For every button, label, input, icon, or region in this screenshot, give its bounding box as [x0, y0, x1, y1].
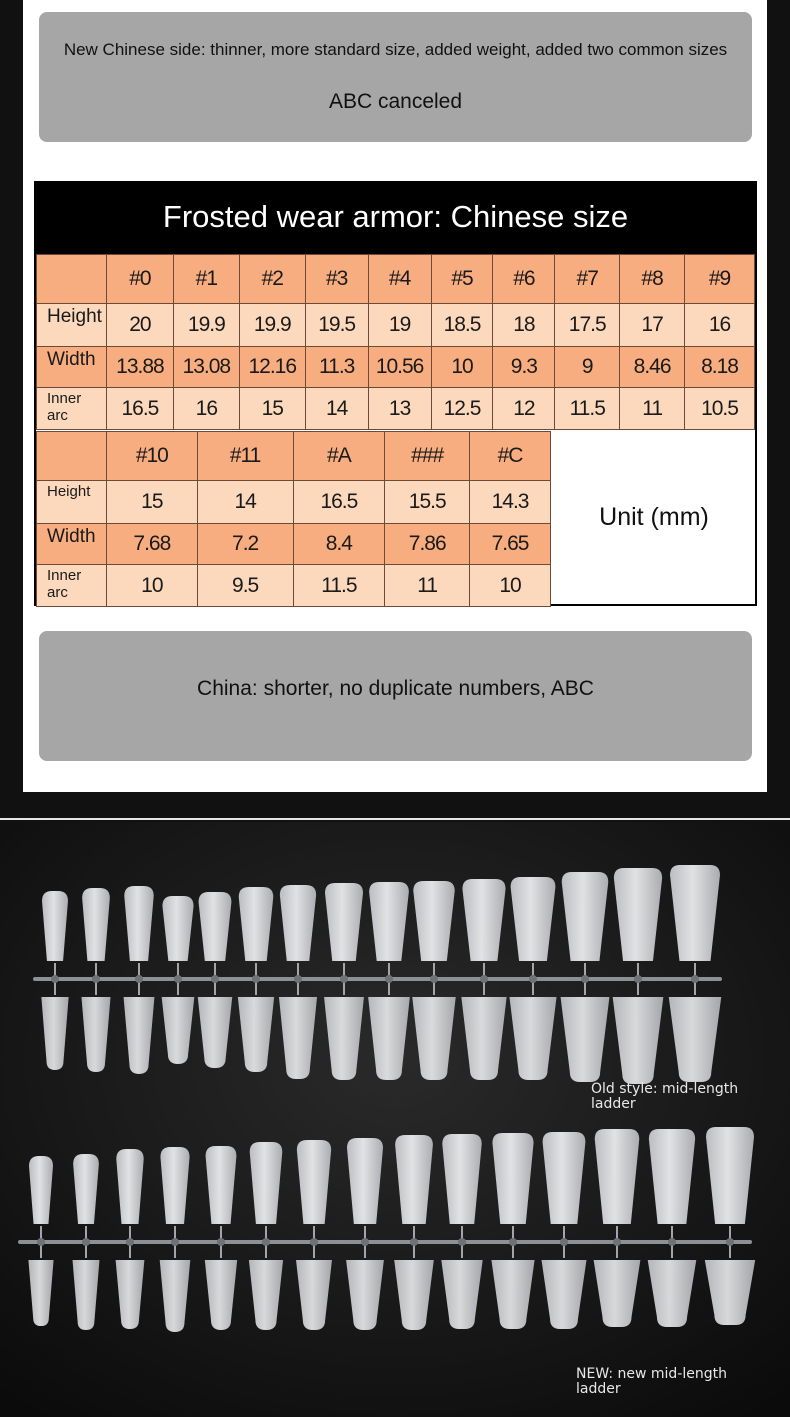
width-cell: 10	[431, 347, 493, 388]
width-row	[37, 347, 755, 388]
top-note-line-2: ABC canceled	[328, 90, 463, 113]
width-cell: 12.16	[239, 347, 305, 388]
ladder-node	[581, 975, 589, 983]
table-title: Frosted wear armor: Chinese size	[36, 183, 755, 254]
inner-arc-cell: 10.5	[685, 388, 755, 430]
ladder-node	[82, 1238, 90, 1246]
ladder-node	[171, 1238, 179, 1246]
size-header: #3	[305, 255, 368, 304]
unit-label: Unit (mm)	[599, 503, 709, 531]
row-label-width: Width	[37, 347, 107, 388]
ladder-node	[310, 1238, 318, 1246]
size-header: #0	[106, 255, 173, 304]
ladder-node	[691, 975, 699, 983]
width-row	[37, 524, 551, 565]
inner-arc-cell: 11	[620, 388, 685, 430]
ladder-node	[92, 975, 100, 983]
width-cell: 7.65	[470, 524, 551, 565]
size-header: #7	[555, 255, 620, 304]
size-header: #4	[368, 255, 431, 304]
inner-arc-cell: 12	[493, 388, 555, 430]
width-cell: 13.88	[106, 347, 173, 388]
row-label-height: Height	[37, 481, 107, 524]
height-cell: 19.5	[305, 304, 368, 347]
size-info-card	[23, 0, 767, 792]
ladder-node	[560, 1238, 568, 1246]
width-cell: 13.08	[173, 347, 239, 388]
size-header: #9	[685, 255, 755, 304]
width-cell: 10.56	[368, 347, 431, 388]
header-row	[37, 255, 755, 304]
width-cell: 7.86	[385, 524, 470, 565]
height-cell: 17.5	[555, 304, 620, 347]
inner-arc-cell: 16	[173, 388, 239, 430]
inner-arc-row	[37, 388, 755, 430]
ladder-node	[458, 1238, 466, 1246]
height-cell: 16	[685, 304, 755, 347]
height-cell: 19.9	[239, 304, 305, 347]
row-label-inner-arc: Inner arc	[37, 388, 107, 430]
ladder-node	[51, 975, 59, 983]
new-caption-line-1: NEW: new mid-length	[576, 1366, 727, 1382]
size-table-part-2	[36, 431, 551, 607]
ladder-node	[613, 1238, 621, 1246]
ladder-node	[410, 1238, 418, 1246]
inner-arc-cell: 11.5	[293, 565, 385, 607]
ladder-node	[529, 975, 537, 983]
inner-arc-cell: 11.5	[555, 388, 620, 430]
top-note-box	[39, 12, 752, 142]
ladder-node	[668, 1238, 676, 1246]
width-cell: 11.3	[305, 347, 368, 388]
height-cell: 20	[106, 304, 173, 347]
inner-arc-cell: 11	[385, 565, 470, 607]
inner-arc-cell: 9.5	[197, 565, 293, 607]
bottom-note-box	[39, 631, 752, 761]
ladder-node	[294, 975, 302, 983]
width-cell: 8.4	[293, 524, 385, 565]
corner-cell	[37, 432, 107, 481]
row-label-width: Width	[37, 524, 107, 565]
old-caption-line-1: Old style: mid-length	[591, 1081, 739, 1097]
inner-arc-cell: 10	[106, 565, 197, 607]
height-cell: 19	[368, 304, 431, 347]
ladder-node	[135, 975, 143, 983]
height-cell: 15.5	[385, 481, 470, 524]
height-cell: 16.5	[293, 481, 385, 524]
new-caption-line-2: ladder	[576, 1381, 621, 1397]
size-header: #11	[197, 432, 293, 481]
size-table-part-1	[36, 254, 755, 430]
bottom-note-text: China: shorter, no duplicate numbers, ABC	[197, 677, 594, 700]
nail-tips-photo	[0, 822, 790, 1417]
corner-cell	[37, 255, 107, 304]
header-row	[37, 432, 551, 481]
height-row	[37, 304, 755, 347]
width-cell: 8.46	[620, 347, 685, 388]
inner-arc-cell: 15	[239, 388, 305, 430]
ladder-node	[211, 975, 219, 983]
ladder-node	[385, 975, 393, 983]
height-row	[37, 481, 551, 524]
width-cell: 7.2	[197, 524, 293, 565]
inner-arc-row	[37, 565, 551, 607]
ladder-node	[126, 1238, 134, 1246]
height-cell: 14.3	[470, 481, 551, 524]
ladder-node	[340, 975, 348, 983]
section-divider	[0, 818, 790, 820]
inner-arc-cell: 12.5	[431, 388, 493, 430]
inner-arc-cell: 10	[470, 565, 551, 607]
ladder-node	[509, 1238, 517, 1246]
width-cell: 9.3	[493, 347, 555, 388]
ladder-node	[480, 975, 488, 983]
size-header: #6	[493, 255, 555, 304]
height-cell: 19.9	[173, 304, 239, 347]
ladder-node	[430, 975, 438, 983]
top-note-line-1: New Chinese side: thinner, more standard size, added weight, added two common sizes	[63, 40, 728, 59]
ladder-node	[361, 1238, 369, 1246]
ladder-node	[252, 975, 260, 983]
ladder-node	[174, 975, 182, 983]
height-cell: 15	[106, 481, 197, 524]
row-label-height: Height	[37, 304, 107, 347]
inner-arc-cell: 16.5	[106, 388, 173, 430]
size-header: #A	[293, 432, 385, 481]
ladder-node	[37, 1238, 45, 1246]
width-cell: 9	[555, 347, 620, 388]
size-header: #10	[106, 432, 197, 481]
old-caption-line-2: ladder	[591, 1096, 636, 1112]
height-cell: 18.5	[431, 304, 493, 347]
old-ladder-caption	[591, 1082, 738, 1112]
width-cell: 7.68	[106, 524, 197, 565]
row-label-inner-arc: Inner arc	[37, 565, 107, 607]
size-header: #C	[470, 432, 551, 481]
height-cell: 17	[620, 304, 685, 347]
width-cell: 8.18	[685, 347, 755, 388]
size-header: #1	[173, 255, 239, 304]
size-header: #8	[620, 255, 685, 304]
new-ladder-caption	[576, 1367, 727, 1397]
size-header: #5	[431, 255, 493, 304]
height-cell: 18	[493, 304, 555, 347]
inner-arc-cell: 14	[305, 388, 368, 430]
inner-arc-cell: 13	[368, 388, 431, 430]
height-cell: 14	[197, 481, 293, 524]
ladder-node	[217, 1238, 225, 1246]
ladder-node	[634, 975, 642, 983]
ladder-node	[262, 1238, 270, 1246]
size-header: ###	[385, 432, 470, 481]
size-header: #2	[239, 255, 305, 304]
size-table	[34, 181, 757, 606]
ladder-node	[726, 1238, 734, 1246]
